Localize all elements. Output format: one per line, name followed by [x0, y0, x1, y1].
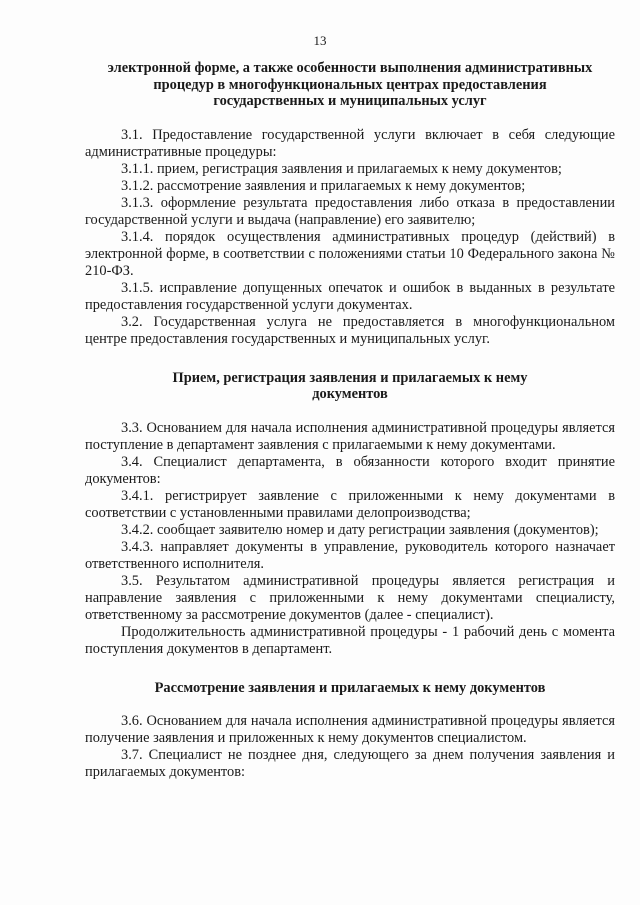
paragraph-3-1-1: 3.1.1. прием, регистрация заявления и прилагаемых к нему документов;	[121, 160, 562, 177]
section-heading-review	[101, 680, 599, 697]
paragraph-3-4: 3.4. Специалист департамента, в обязанности которого входит принятие документов:	[85, 453, 615, 487]
paragraph-3-3: 3.3. Основанием для начала исполнения административной процедуры является поступление в департамент заявления с прилагаемыми к нему документами.	[85, 419, 615, 453]
heading-line: электронной форме, а также особенности выполнения административных	[107, 60, 593, 76]
paragraph-3-4-3: 3.4.3. направляет документы в управление, руководитель которого назначает ответственного исполнителя.	[85, 538, 615, 572]
paragraph-3-4-2: 3.4.2. сообщает заявителю номер и дату регистрации заявления (документов);	[121, 521, 599, 538]
heading-line: Рассмотрение заявления и прилагаемых к нему документов	[154, 679, 546, 696]
paragraph-3-1: 3.1. Предоставление государственной услуги включает в себя следующие административные процедуры:	[85, 126, 615, 160]
paragraph-3-1-5: 3.1.5. исправление допущенных опечаток и ошибок в выданных в результате предоставления государственной услуги документах.	[85, 279, 615, 313]
heading-line: документов	[312, 386, 388, 402]
section-heading-intro	[101, 60, 599, 110]
section-heading-reception	[101, 370, 599, 403]
paragraph-3-4-1: 3.4.1. регистрирует заявление с приложенными к нему документами в соответствии с установленными правилами делопроизводства;	[85, 487, 615, 521]
paragraph-3-1-4: 3.1.4. порядок осуществления административных процедур (действий) в электронной форме, в соответствии с положениями статьи 10 Федерального закона № 210-ФЗ.	[85, 228, 615, 279]
paragraph-3-6: 3.6. Основанием для начала исполнения административной процедуры является получение заявления и приложенных к нему документов специалистом.	[85, 713, 615, 746]
document-body	[85, 60, 615, 781]
page-number: 13	[313, 33, 327, 48]
heading-line: государственных и муниципальных услуг	[213, 93, 487, 109]
heading-line: Прием, регистрация заявления и прилагаемых к нему	[172, 369, 528, 386]
paragraph-3-5: 3.5. Результатом административной процедуры является регистрация и направление заявления с приложенными к нему документами специалисту, ответственному за рассмотрение документов (далее - специалист).	[85, 572, 615, 623]
paragraph-duration: Продолжительность административной процедуры - 1 рабочий день с момента поступления документов в департамент.	[85, 623, 615, 657]
section-body-procedures	[85, 127, 615, 348]
paragraph-3-1-3: 3.1.3. оформление результата предоставления либо отказа в предоставлении государственной услуги и выдача (направление) его заявителю;	[85, 194, 615, 228]
paragraph-3-1-2: 3.1.2. рассмотрение заявления и прилагаемых к нему документов;	[121, 177, 526, 194]
heading-line: процедур в многофункциональных центрах предоставления	[153, 76, 547, 93]
section-body-review	[85, 713, 615, 781]
section-body-reception	[85, 420, 615, 658]
paragraph-3-2: 3.2. Государственная услуга не предоставляется в многофункциональном центре предоставления государственных и муниципальных услуг.	[85, 313, 615, 347]
paragraph-3-7: 3.7. Специалист не позднее дня, следующего за днем получения заявления и прилагаемых документов:	[85, 747, 615, 780]
